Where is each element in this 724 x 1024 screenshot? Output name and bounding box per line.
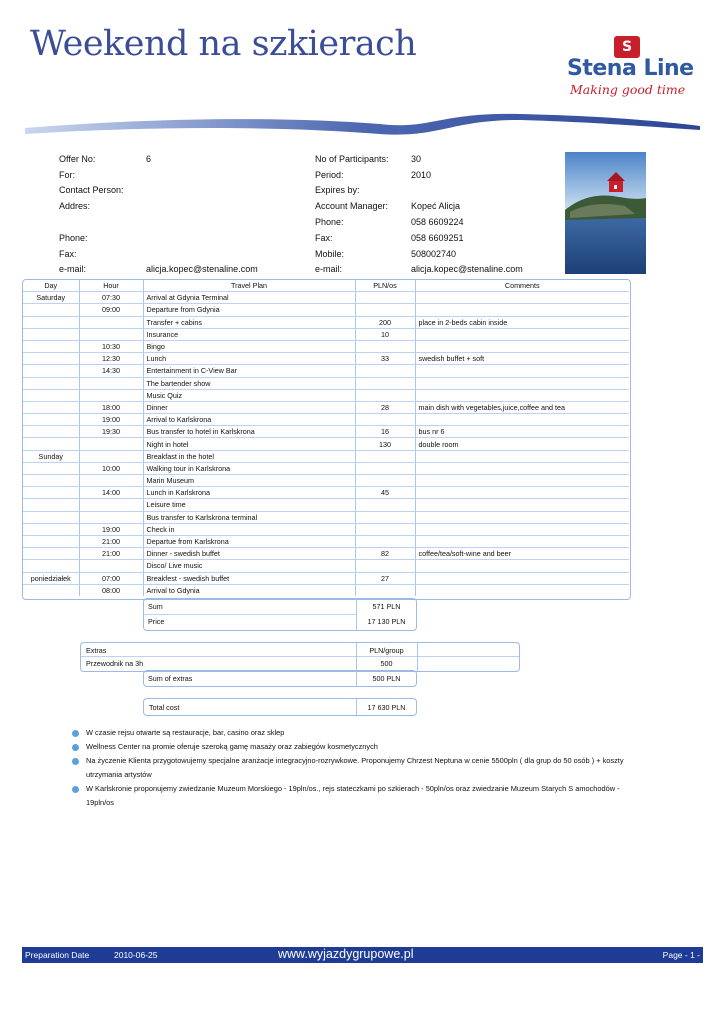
comment-cell: coffee/tea/soft-wine and beer [415,548,629,560]
manager-fax-label: Fax: [315,233,333,243]
comment-cell: double room [415,438,629,450]
comment-cell [415,365,629,377]
plan-cell: Walking tour in Karlskrona [143,462,355,474]
table-row [23,401,629,413]
pln-cell [355,462,415,474]
plan-cell: Dinner - swedish buffet [143,548,355,560]
notes-list [72,726,632,810]
table-row [23,584,629,596]
prep-date-value: 2010-06-25 [114,950,158,960]
comment-cell [415,462,629,474]
comment-cell [415,340,629,352]
day-cell [23,548,79,560]
comment-cell [415,292,629,304]
day-cell [23,328,79,340]
pln-cell [355,584,415,596]
table-row [23,340,629,352]
pln-cell [355,450,415,462]
note-item: Na życzenie Klienta przygotowujemy specjalne aranżacje integracyjno-rozrywkowe. Proponujemy Chrzest Neptuna w cenie 5500pln ( dla grup do 50 osób ) + koszty utrzymania artystów [72,754,632,782]
comment-cell [415,487,629,499]
table-row [23,548,629,560]
hour-cell: 14:00 [79,487,143,499]
extras-sum-frame [143,670,417,687]
plan-cell: Bingo [143,340,355,352]
extras-frame [80,642,520,672]
day-cell [23,438,79,450]
hour-cell: 18:00 [79,401,143,413]
pln-cell: 10 [355,328,415,340]
scenery-photo [565,152,646,274]
fax-label: Fax: [59,249,77,259]
pln-cell [355,304,415,316]
participants-label: No of Participants: [315,154,389,164]
plan-cell: Disco/ Live music [143,560,355,572]
plan-cell: Marin Museum [143,475,355,487]
header-wave-decoration [0,108,724,142]
plan-cell: Music Quiz [143,389,355,401]
document-title: Weekend na szkierach [30,24,417,64]
pln-cell [355,511,415,523]
column-header: Hour [79,280,143,292]
pln-cell: 16 [355,426,415,438]
day-cell [23,426,79,438]
day-cell [23,511,79,523]
sum-price-frame [143,598,417,631]
plan-cell: Dinner [143,401,355,413]
pln-cell: 200 [355,316,415,328]
email-value: alicja.kopec@stenaline.com [146,264,258,274]
comment-cell: swedish buffet + soft [415,353,629,365]
hour-cell [79,475,143,487]
pln-cell [355,535,415,547]
hour-cell [79,450,143,462]
hour-cell [79,511,143,523]
plan-cell: Transfer + cabins [143,316,355,328]
table-row [23,450,629,462]
expires-label: Expires by: [315,185,360,195]
hour-cell [79,316,143,328]
pln-cell [355,377,415,389]
comment-cell [415,523,629,535]
table-row [23,462,629,474]
contact-label: Contact Person: [59,185,124,195]
hour-cell [79,499,143,511]
table-row [23,535,629,547]
plan-cell: Leisure time [143,499,355,511]
hour-cell: 07:00 [79,572,143,584]
travel-plan-table [23,280,629,596]
table-row [23,377,629,389]
comment-cell: bus nr 6 [415,426,629,438]
note-item: Wellness Center na promie oferuje szeroką gamę masaży oraz zabiegów kosmetycznych [72,740,632,754]
manager-mobile-value: 508002740 [411,249,457,259]
table-row [23,353,629,365]
manager-phone-label: Phone: [315,217,344,227]
hour-cell: 12:30 [79,353,143,365]
table-row [23,304,629,316]
pln-cell [355,523,415,535]
plan-cell: Departure from Gdynia [143,304,355,316]
day-cell [23,535,79,547]
offer-no-value: 6 [146,154,152,164]
pln-cell [355,389,415,401]
day-cell: poniedziałek [23,572,79,584]
footer-bar [22,947,703,963]
column-header: Day [23,280,79,292]
table-row [23,475,629,487]
plan-cell: Breakfest - swedish buffet [143,572,355,584]
extras-header-unit: PLN/group [369,646,404,655]
day-cell [23,304,79,316]
table-row [23,389,629,401]
logo-letter: S [614,36,640,58]
manager-email-label: e-mail: [315,264,343,274]
column-header: Comments [415,280,629,292]
note-item: W czasie rejsu otwarte są restauracje, bar, casino oraz sklep [72,726,632,740]
sum-label: Sum [148,602,163,611]
extras-sum-value: 500 PLN [372,674,401,683]
pln-cell: 27 [355,572,415,584]
table-row [23,438,629,450]
hour-cell: 19:00 [79,523,143,535]
extras-item-value: 500 [380,659,393,668]
pln-cell: 28 [355,401,415,413]
day-cell [23,499,79,511]
offer-no-label: Offer No: [59,154,96,164]
day-cell [23,462,79,474]
comment-cell: main dish with vegetables,juice,coffee and tea [415,401,629,413]
plan-cell: Entertainment in C-View Bar [143,365,355,377]
manager-mobile-label: Mobile: [315,249,345,259]
table-row [23,511,629,523]
plan-cell: Bus transfer to Karlskrona terminal [143,511,355,523]
note-item: W Karlskronie proponujemy zwiedzanie Muzeum Morskiego - 19pln/os., rejs stateczkami po szkierach - 50pln/os oraz zwiedzanie Muzeum Starych S amochodów - 19pln/os [72,782,632,810]
table-row [23,487,629,499]
sum-value: 571 PLN [372,602,401,611]
plan-cell: Insurance [143,328,355,340]
extras-sum-label: Sum of extras [148,674,193,683]
pln-cell: 33 [355,353,415,365]
hour-cell: 19:00 [79,414,143,426]
plan-cell: Arrival to Karlskrona [143,414,355,426]
day-cell [23,401,79,413]
day-cell [23,475,79,487]
logo-tagline: Making good time [570,82,686,97]
for-label: For: [59,170,76,180]
day-cell [23,560,79,572]
pln-cell: 130 [355,438,415,450]
table-row [23,328,629,340]
day-cell [23,377,79,389]
comment-cell [415,499,629,511]
comment-cell [415,560,629,572]
plan-cell: Arrival to Gdynia [143,584,355,596]
stena-line-logo [562,36,702,102]
comment-cell [415,377,629,389]
pln-cell: 45 [355,487,415,499]
table-row [23,414,629,426]
table-row [23,523,629,535]
hour-cell: 08:00 [79,584,143,596]
manager-fax-value: 058 6609251 [411,233,464,243]
day-cell [23,487,79,499]
website-link[interactable]: www.wyjazdygrupowe.pl [278,947,414,961]
manager-value: Kopeć Alicja [411,201,461,211]
pln-cell [355,340,415,352]
column-header: PLN/os [355,280,415,292]
pln-cell [355,365,415,377]
hour-cell [79,438,143,450]
comment-cell [415,328,629,340]
extras-item-label: Przewodnik na 3h [86,659,144,668]
participants-value: 30 [411,154,422,164]
plan-cell: Check in [143,523,355,535]
plan-cell: Lunch [143,353,355,365]
manager-label: Account Manager: [315,201,389,211]
address-label: Addres: [59,201,91,211]
table-header-row [23,280,629,292]
hour-cell: 21:00 [79,535,143,547]
email-label: e-mail: [59,264,87,274]
price-value: 17 130 PLN [367,617,406,626]
comment-cell [415,389,629,401]
plan-cell: Bus transfer to hotel in Karlskrona [143,426,355,438]
hour-cell [79,377,143,389]
logo-brand: Stena Line [567,56,694,81]
pln-cell [355,414,415,426]
table-row [23,572,629,584]
hour-cell: 21:00 [79,548,143,560]
comment-cell [415,475,629,487]
pln-cell [355,292,415,304]
comment-cell [415,414,629,426]
comment-cell [415,572,629,584]
total-cost-value: 17 630 PLN [367,703,406,712]
table-row [23,365,629,377]
hour-cell [79,328,143,340]
table-row [23,426,629,438]
day-cell [23,353,79,365]
comment-cell: place in 2-beds cabin inside [415,316,629,328]
period-value: 2010 [411,170,432,180]
comment-cell [415,584,629,596]
day-cell [23,389,79,401]
hour-cell [79,560,143,572]
comment-cell [415,535,629,547]
day-cell [23,316,79,328]
hour-cell: 10:30 [79,340,143,352]
day-cell [23,365,79,377]
comment-cell [415,304,629,316]
hour-cell: 09:00 [79,304,143,316]
day-cell: Sunday [23,450,79,462]
hour-cell: 10:00 [79,462,143,474]
day-cell [23,584,79,596]
column-header: Travel Plan [143,280,355,292]
day-cell: Saturday [23,292,79,304]
table-row [23,292,629,304]
hour-cell: 07:30 [79,292,143,304]
prep-date-label: Preparation Date [25,950,90,960]
period-label: Period: [315,170,344,180]
hour-cell: 14:30 [79,365,143,377]
plan-cell: Lunch in Karlskrona [143,487,355,499]
plan-cell: Arrival at Gdynia Terminal [143,292,355,304]
pln-cell [355,475,415,487]
day-cell [23,523,79,535]
price-label: Price [148,617,165,626]
pln-cell: 82 [355,548,415,560]
extras-header-label: Extras [86,646,107,655]
comment-cell [415,511,629,523]
total-cost-label: Total cost [149,703,180,712]
table-row [23,316,629,328]
day-cell [23,414,79,426]
pln-cell [355,499,415,511]
manager-phone-value: 058 6609224 [411,217,464,227]
table-row [23,499,629,511]
manager-email-value: alicja.kopec@stenaline.com [411,264,523,274]
plan-cell: Departue from Karlskrona [143,535,355,547]
phone-label: Phone: [59,233,88,243]
day-cell [23,340,79,352]
table-row [23,560,629,572]
total-cost-frame [143,698,417,716]
hour-cell [79,389,143,401]
hour-cell: 19:30 [79,426,143,438]
plan-cell: The bartender show [143,377,355,389]
pln-cell [355,560,415,572]
comment-cell [415,450,629,462]
page-number: Page - 1 - [662,950,700,960]
plan-cell: Breakfast in the hotel [143,450,355,462]
plan-cell: Night in hotel [143,438,355,450]
